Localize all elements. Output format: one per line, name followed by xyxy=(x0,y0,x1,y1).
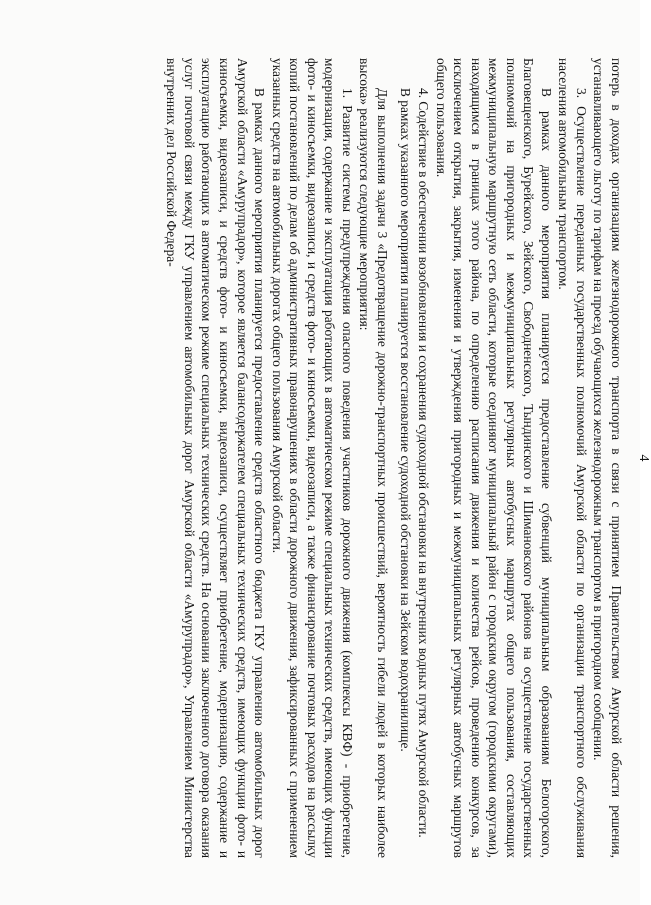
paragraph-text: В рамках данного мероприятия планируется предоставление средств областного бюджета ГКУ управлению автомобильных дорог Амурской области «Амурупрадор», которое является балансодержателем специальных технических средств, имеющих функции фото- и киносъемки, видеозаписи, и средств фото- и киносъемки, видеозаписи, осуществляет приобретение, модернизацию, содержание и эксплуатацию работающих в автоматическом режиме специальных технических средств. На основании заключенного договора оказания услуг почтовой связи между ГКУ управлением автомобильных дорог Амурской области «Амурупрадор», Управлением Министерства внутренних дел Российской Федера- xyxy=(164,58,268,858)
paragraph-text: 4. Содействие в обеспечении возобновления и сохранения судоходной обстановки на внутренних водных путях Амурской области. xyxy=(415,88,431,838)
rotated-page-content xyxy=(50,58,651,858)
paragraph-text: потерь в доходах организациям железнодорожного транспорта в связи с принятием Правительством Амурской области решения, устанавливающего льготу по тарифам на проезд обучающихся железнодорожным транспортом в пригородном сообщении. xyxy=(591,58,624,858)
paragraph-text: 3. Осуществление переданных государственных полномочий Амурской области по организации транспортного обслуживания населения автомобильным транспортом. xyxy=(556,58,589,858)
paragraph-text: В рамках указанного мероприятия планируется восстановление судоходной обстановки на Зейском водохранилище. xyxy=(398,88,414,752)
paragraph-text: В рамках данного мероприятия планируется предоставление субвенций муниципальным образованиям Белогорского, Благовещенского, Бурейского, Зейского, Свободненского, Тындинского и Шимановского районов на осуществление государственных полномочий на пригородных и межмуниципальных регулярных автобусных маршрутах общего пользования, составляющих межмуниципальную маршрутную сеть области, которые соединяют муниципальный район с городским округом (городскими округами), находящимся в границах этого района, по определению расписания движения и количества рейсов, проведению конкурсов, за исключением открытия, закрытия, изменения и утверждения пригородных и межмуниципальных регулярных автобусных маршрутов общего пользования. xyxy=(433,58,554,858)
paragraph-text: Для выполнения задачи 3 «Предотвращение дорожно-транспортных происшествий, вероятность гибели людей в которых наиболее высока» реализуются следующие мероприятия: xyxy=(357,58,390,858)
page-number: 4 xyxy=(636,454,651,462)
document-body xyxy=(163,58,625,858)
paragraph-text: 1. Развитие системы предупреждения опасного поведения участников дорожного движения (комплексы КВФ) - приобретение, модернизация, содержание и эксплуатация работающих в автоматическом режиме специальных технических средств, имеющих функции фото- и киносъемки, видеозаписи, и средств фото- и киносъемки, видеозаписи, а также финансирование почтовых расходов на рассылку копий постановлений по делам об административных правонарушениях в области дорожного движения, зафиксированных с применением указанных средств на автомобильных дорогах общего пользования Амурской области. xyxy=(269,58,355,858)
